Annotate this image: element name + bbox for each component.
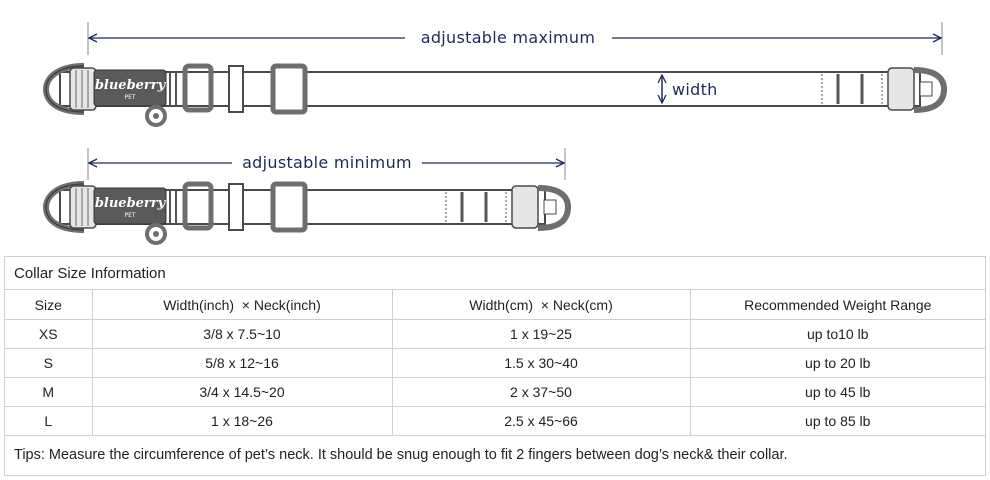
adjustable-minimum-label: adjustable minimum	[242, 153, 412, 172]
table-row	[5, 378, 985, 407]
panel-title: Collar Size Information	[5, 257, 985, 290]
cell-weight: up to10 lb	[690, 320, 985, 349]
brand-sub-min: PET	[124, 212, 136, 219]
cell-size: XS	[5, 320, 92, 349]
cell-cm: 1 x 19~25	[392, 320, 690, 349]
cell-weight: up to 85 lb	[690, 407, 985, 436]
cell-weight: up to 20 lb	[690, 349, 985, 378]
header-width-neck-inch: Width(inch) × Neck(inch)	[92, 290, 392, 320]
cell-cm: 1.5 x 30~40	[392, 349, 690, 378]
max-strap	[60, 72, 920, 106]
cell-size: M	[5, 378, 92, 407]
cell-size: S	[5, 349, 92, 378]
table-row	[5, 407, 985, 436]
tips-text: Tips: Measure the circumference of pet’s neck. It should be snug enough to fit 2 fingers between dog’s neck& their collar.	[14, 447, 788, 463]
cell-cm: 2 x 37~50	[392, 378, 690, 407]
brand-sub: PET	[124, 94, 136, 101]
brand-name-min: blueberry	[94, 196, 166, 211]
table-header-row	[5, 290, 985, 320]
header-size: Size	[5, 290, 92, 320]
header-weight-range: Recommended Weight Range	[690, 290, 985, 320]
cell-inch: 3/4 x 14.5~20	[92, 378, 392, 407]
width-label: width	[672, 80, 718, 99]
cell-size: L	[5, 407, 92, 436]
max-collar	[46, 22, 944, 125]
brand-name: blueberry	[94, 78, 166, 93]
size-table	[5, 290, 985, 436]
cell-inch: 5/8 x 12~16	[92, 349, 392, 378]
min-collar	[46, 148, 568, 243]
header-width-neck-cm: Width(cm) × Neck(cm)	[392, 290, 690, 320]
cell-cm: 2.5 x 45~66	[392, 407, 690, 436]
cell-inch: 3/8 x 7.5~10	[92, 320, 392, 349]
cell-inch: 1 x 18~26	[92, 407, 392, 436]
table-row	[5, 320, 985, 349]
table-row	[5, 349, 985, 378]
collar-size-panel	[4, 256, 986, 476]
adjustable-maximum-label: adjustable maximum	[420, 28, 596, 47]
cell-weight: up to 45 lb	[690, 378, 985, 407]
